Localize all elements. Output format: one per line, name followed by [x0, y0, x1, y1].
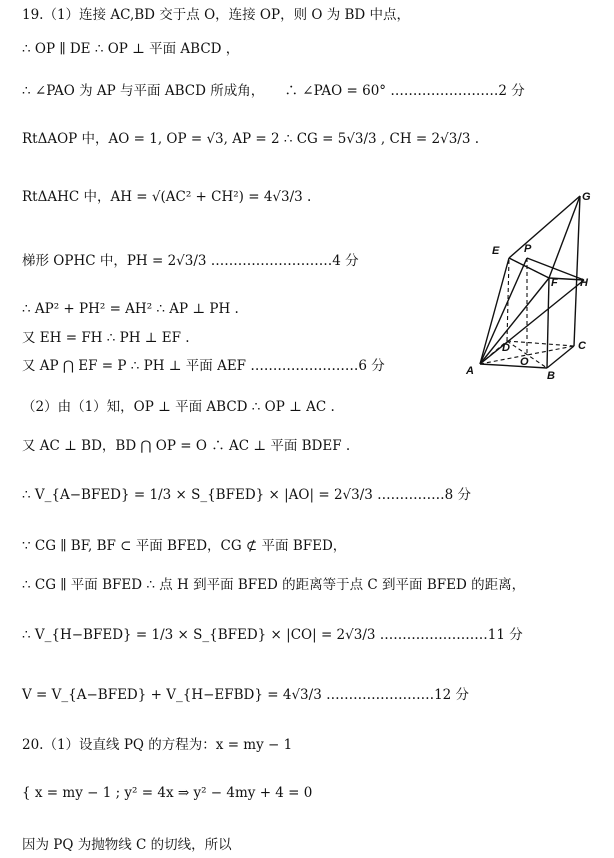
- text-line-19: 因为 PQ 为抛物线 C 的切线，所以: [22, 837, 232, 853]
- label-a: A: [466, 365, 474, 377]
- text-line-9: 又 AP ⋂ EF = P ∴ PH ⊥ 平面 AEF ……………………6 分: [22, 358, 385, 374]
- geometry-figure: [452, 186, 608, 384]
- label-c: C: [578, 340, 586, 352]
- text-line-13: ∵ CG ∥ BF, BF ⊂ 平面 BFED，CG ⊄ 平面 BFED，: [22, 538, 347, 554]
- text-line-12: ∴ V_{A−BFED} = 1/3 × S_{BFED} × |AO| = 2√3/3 ……………8 分: [22, 487, 472, 503]
- text-line-2: ∴ OP ∥ DE ∴ OP ⊥ 平面 ABCD ，: [22, 41, 240, 57]
- text-line-11: 又 AC ⊥ BD，BD ⋂ OP = O ∴ AC ⊥ 平面 BDEF .: [22, 438, 351, 454]
- text-line-16: V = V_{A−BFED} + V_{H−EFBD} = 4√3/3 ……………………12 分: [22, 687, 470, 703]
- text-line-18: { x = my − 1 ; y² = 4x ⇒ y² − 4my + 4 = 0: [22, 785, 313, 801]
- label-p: P: [524, 243, 532, 255]
- label-e: E: [492, 245, 500, 257]
- label-f: F: [551, 277, 558, 289]
- text-line-3: ∴ ∠PAO 为 AP 与平面 ABCD 所成角， ∴ ∠PAO = 60° ……………………2 分: [22, 83, 525, 99]
- text-line-4: RtΔAOP 中，AO = 1, OP = √3, AP = 2 ∴ CG = 5√3/3 , CH = 2√3/3 .: [22, 131, 480, 147]
- polyhedron-diagram: [452, 186, 608, 384]
- text-line-5: RtΔAHC 中，AH = √(AC² + CH²) = 4√3/3 .: [22, 189, 312, 205]
- text-line-8: 又 EH = FH ∴ PH ⊥ EF .: [22, 330, 190, 346]
- text-line-6: 梯形 OPHC 中，PH = 2√3/3 ………………………4 分: [22, 253, 359, 269]
- label-d: D: [502, 342, 510, 354]
- text-line-17: 20.（1）设直线 PQ 的方程为：x = my − 1: [22, 737, 293, 753]
- text-line-7: ∴ AP² + PH² = AH² ∴ AP ⊥ PH .: [22, 301, 239, 317]
- label-h: H: [580, 277, 588, 289]
- label-o: O: [520, 356, 529, 368]
- text-line-10: （2）由（1）知，OP ⊥ 平面 ABCD ∴ OP ⊥ AC .: [22, 399, 335, 415]
- text-line-1: 19.（1）连接 AC,BD 交于点 O，连接 OP，则 O 为 BD 中点，: [22, 7, 411, 23]
- label-g: G: [582, 191, 591, 203]
- text-line-14: ∴ CG ∥ 平面 BFED ∴ 点 H 到平面 BFED 的距离等于点 C 到平面 BFED 的距离，: [22, 577, 526, 593]
- label-b: B: [547, 370, 555, 382]
- text-line-15: ∴ V_{H−BFED} = 1/3 × S_{BFED} × |CO| = 2√3/3 ……………………11 分: [22, 627, 523, 643]
